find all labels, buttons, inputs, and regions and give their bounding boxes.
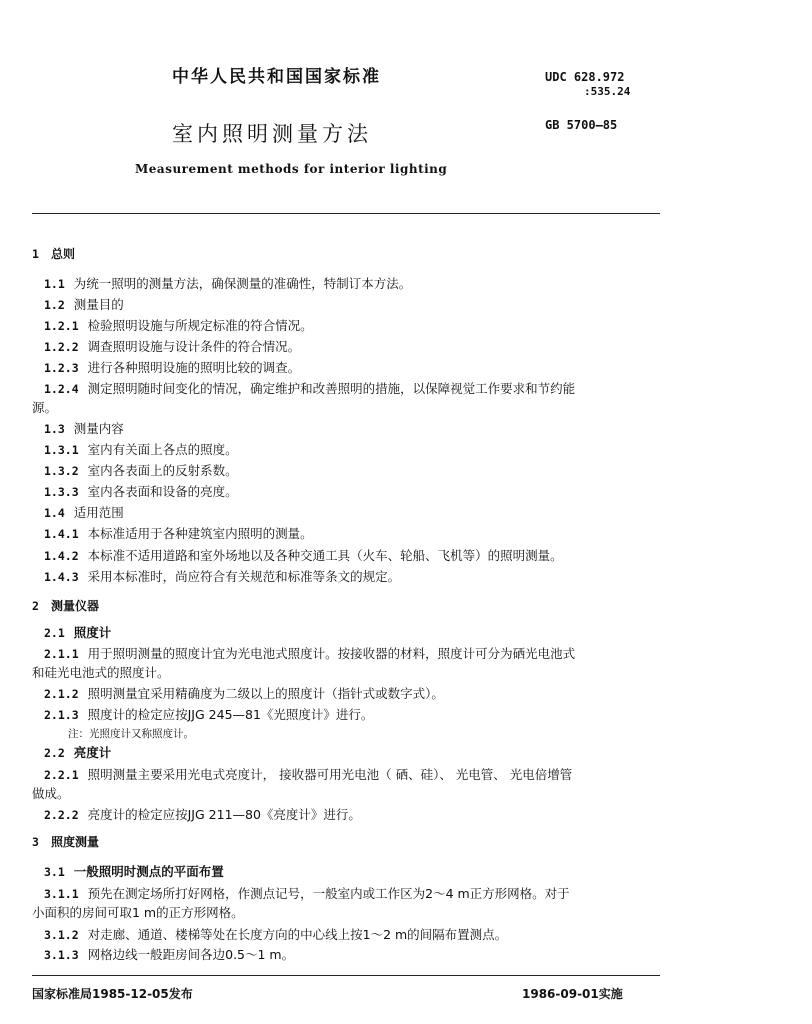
clause-1-4: 1.4 适用范围 xyxy=(44,505,124,520)
footer-divider xyxy=(32,975,660,976)
clause-1-3-1: 1.3.1 室内有关面上各点的照度。 xyxy=(44,442,238,457)
clause-2-1: 2.1 照度计 xyxy=(44,625,112,640)
clause-1-1: 1.1 为统一照明的测量方法，确保测量的准确性，特制订本方法。 xyxy=(44,276,412,291)
clause-1-2-3: 1.2.3 进行各种照明设施的照明比较的调查。 xyxy=(44,360,301,375)
clause-2-1-1: 2.1.1 用于照明测量的照度计宜为光电池式照度计。按接收器的材料，照度计可分为硒光电池式 xyxy=(44,646,576,661)
clause-2-1-2: 2.1.2 照明测量宜采用精确度为二级以上的照度计（指针式或数字式）。 xyxy=(44,686,444,701)
header-divider xyxy=(32,213,660,214)
standard-number: GB 5700—85 xyxy=(545,118,618,132)
clause-2-1-1-continued: 和硅光电池式的照度计。 xyxy=(32,665,170,680)
clause-3-1-3: 3.1.3 网格边线一般距房间各边0.5～1 m。 xyxy=(44,947,295,962)
clause-1-2-4-continued: 源。 xyxy=(32,400,58,415)
clause-1-3: 1.3 测量内容 xyxy=(44,421,124,436)
document-title: 室内照明测量方法 xyxy=(172,122,372,146)
clause-1-2-4: 1.2.4 测定照明随时间变化的情况，确定维护和改善照明的措施，以保障视觉工作要求和节约能 xyxy=(44,381,576,396)
clause-1-3-2: 1.3.2 室内各表面上的反射系数。 xyxy=(44,463,238,478)
clause-2-2-2: 2.2.2 亮度计的检定应按JJG 211—80《亮度计》进行。 xyxy=(44,807,361,822)
clause-2-2: 2.2 亮度计 xyxy=(44,745,112,760)
clause-3-1-1-continued: 小面积的房间可取1 m的正方形网格。 xyxy=(32,905,244,920)
clause-3-1-2: 3.1.2 对走廊、通道、楼梯等处在长度方向的中心线上按1～2 m的间隔布置测点。 xyxy=(44,927,508,942)
clause-1-2-1: 1.2.1 检验照明设施与所规定标准的符合情况。 xyxy=(44,318,313,333)
clause-3-1-1: 3.1.1 预先在测定场所打好网格，作测点记号，一般室内或工作区为2～4 m正方形网格。对于 xyxy=(44,886,570,901)
clause-2-2-1: 2.2.1 照明测量主要采用光电式亮度计， 接收器可用光电池（ 硒、硅）、 光电管、 光电倍增管 xyxy=(44,767,573,782)
note: 注：光照度计又称照度计。 xyxy=(68,728,194,740)
issuing-organization: 中华人民共和国国家标准 xyxy=(172,67,381,87)
udc-code: UDC 628.972 xyxy=(545,70,625,84)
section-heading-2: 2 测量仪器 xyxy=(32,599,99,613)
section-heading-1: 1 总则 xyxy=(32,247,75,261)
clause-1-2: 1.2 测量目的 xyxy=(44,297,124,312)
clause-1-2-2: 1.2.2 调查照明设施与设计条件的符合情况。 xyxy=(44,339,301,354)
clause-1-3-3: 1.3.3 室内各表面和设备的亮度。 xyxy=(44,484,238,499)
issue-date: 国家标准局1985-12-05发布 xyxy=(32,987,193,1001)
clause-1-4-2: 1.4.2 本标准不适用道路和室外场地以及各种交通工具（火车、轮船、飞机等）的照明测量。 xyxy=(44,548,563,563)
section-heading-3: 3 照度测量 xyxy=(32,835,99,849)
clause-1-4-3: 1.4.3 采用本标准时，尚应符合有关规范和标准等条文的规定。 xyxy=(44,569,401,584)
effective-date: 1986-09-01实施 xyxy=(522,987,623,1001)
clause-2-2-1-continued: 做成。 xyxy=(32,786,70,801)
english-title: Measurement methods for interior lighting xyxy=(135,162,448,176)
clause-1-4-1: 1.4.1 本标准适用于各种建筑室内照明的测量。 xyxy=(44,526,313,541)
clause-2-1-3: 2.1.3 照度计的检定应按JJG 245—81《光照度计》进行。 xyxy=(44,707,374,722)
clause-3-1: 3.1 一般照明时测点的平面布置 xyxy=(44,864,224,879)
udc-code-continued: :535.24 xyxy=(584,85,631,98)
